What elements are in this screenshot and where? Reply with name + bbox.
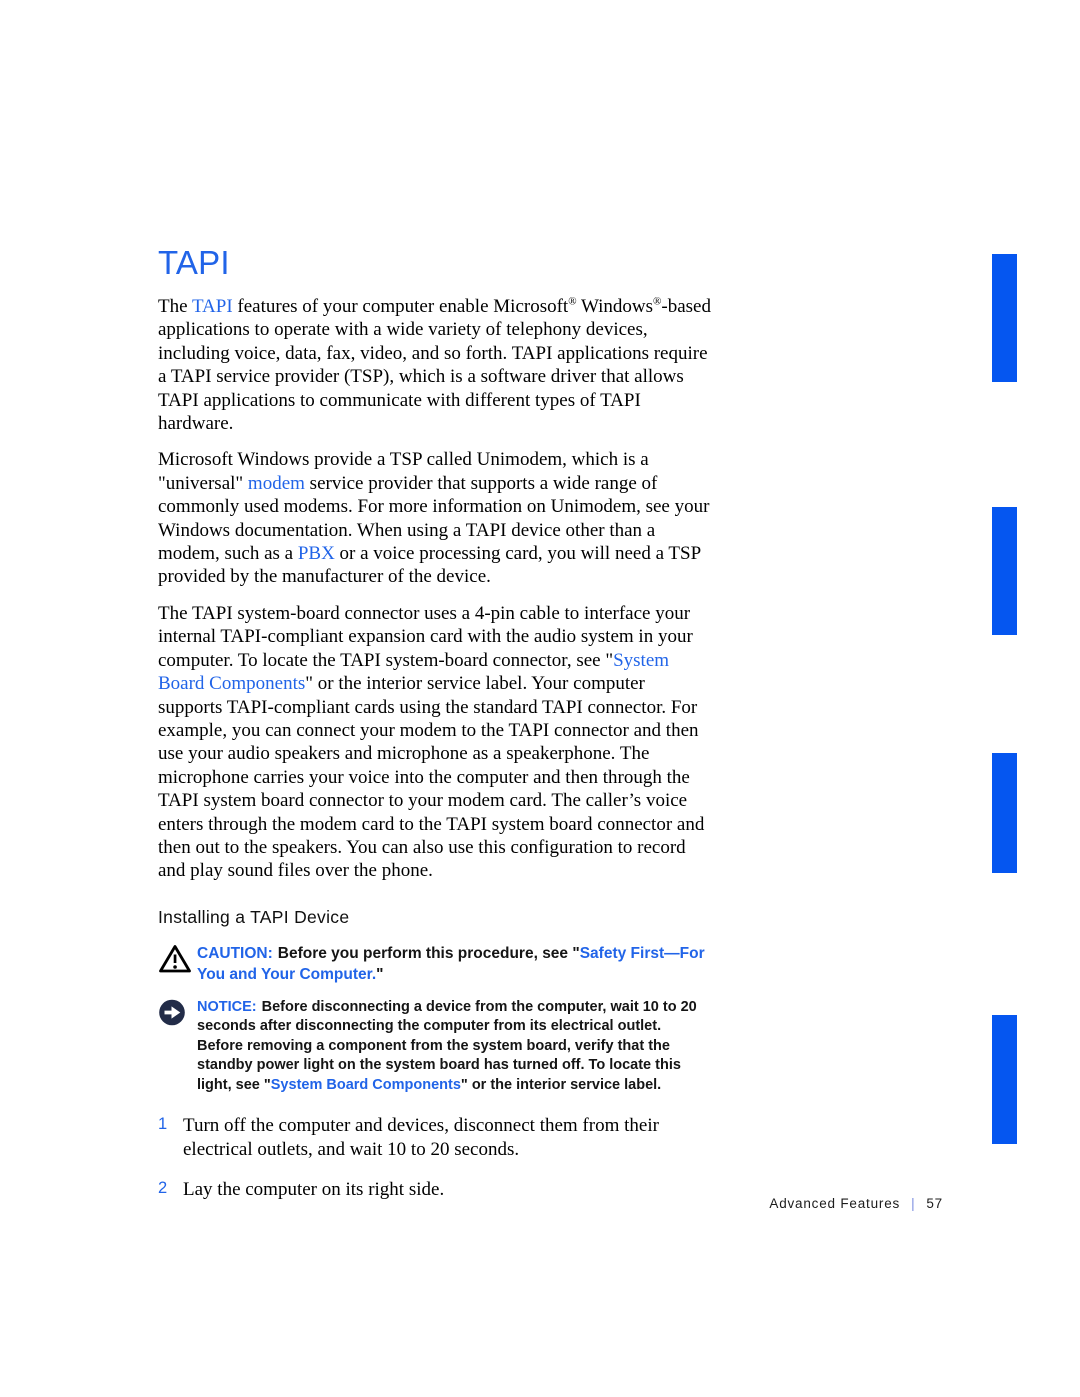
caution-block	[158, 943, 711, 985]
margin-accent-bar	[992, 254, 1017, 382]
page-footer	[769, 1196, 943, 1211]
margin-accent-bar	[992, 1015, 1017, 1144]
footer-separator: |	[911, 1196, 916, 1211]
step-number: 2	[158, 1179, 168, 1198]
content-column	[158, 244, 711, 1218]
notice-arrow-icon	[158, 998, 197, 1032]
doc-link[interactable]: modem	[247, 472, 305, 494]
footer-section-title: Advanced Features	[769, 1196, 901, 1211]
step-text: Lay the computer on its right side.	[183, 1179, 445, 1201]
section-heading-installing-tapi-device: Installing a TAPI Device	[158, 906, 350, 927]
paragraph-unimodem: Microsoft Windows provide a TSP called Unimodem, which is a "universal" modem service provider that supports a wide range of commonly used modems. For more information on Unimodem, see your Windows documentation. When using a TAPI device other than a modem, such as a PBX or a voice processing card, you will need a TSP provided by the manufacturer of the device.	[158, 449, 710, 588]
doc-link[interactable]: System Board Components	[270, 1076, 461, 1093]
margin-accent-bar	[992, 753, 1017, 873]
notice-label: NOTICE:	[197, 998, 257, 1015]
doc-link[interactable]: TAPI	[191, 296, 233, 317]
caution-message: Before you perform this procedure, see "Safety First—For You and Your Computer."	[197, 944, 705, 983]
paragraph-tapi-intro: The TAPI features of your computer enable Microsoft® Windows®-based applications to operate with a wide variety of telephony devices, including voice, data, fax, video, and so forth. TAPI applications require a TAPI service provider (TSP), which is a software driver that allows TAPI applications to communicate with different types of TAPI hardware.	[158, 295, 711, 435]
margin-accent-bar	[992, 507, 1017, 635]
doc-link[interactable]: PBX	[297, 543, 335, 565]
footer-page-number: 57	[926, 1196, 943, 1211]
doc-link[interactable]: System Board Components	[158, 649, 670, 695]
caution-text	[197, 943, 711, 985]
registered-trademark-symbol: ®	[653, 295, 662, 308]
procedure-steps	[158, 1114, 711, 1201]
step-text: Turn off the computer and devices, disconnect them from their electrical outlets, and wait 10 to 20 seconds.	[183, 1115, 659, 1160]
step-item-2	[158, 1178, 711, 1201]
step-number: 1	[158, 1115, 168, 1134]
doc-link[interactable]: Safety First—For You and Your Computer.	[197, 944, 705, 983]
caution-label: CAUTION:	[197, 944, 273, 962]
page-title: TAPI	[158, 244, 230, 281]
warning-triangle-icon	[158, 943, 197, 979]
registered-trademark-symbol: ®	[568, 295, 577, 308]
notice-block	[158, 998, 711, 1096]
notice-message: Before disconnecting a device from the computer, wait 10 to 20 seconds after disconnecting the computer from its electrical outlet. Before removing a component from the system board, verify that the standby power light on the system board has turned off. To locate this light, see "System Board Components" or the interior service label.	[197, 998, 697, 1093]
paragraph-system-board-connector: The TAPI system-board connector uses a 4-pin cable to interface your internal TAPI-compliant expansion card with the audio system in your computer. To locate the TAPI system-board connector, see "System Board Components" or the interior service label. Your computer supports TAPI-compliant cards using the standard TAPI connector. For example, you can connect your modem to the TAPI connector and then use your audio speakers and microphone as a speakerphone. The microphone carries your voice into the computer and then through the TAPI system board connector to your modem card. The caller’s voice enters through the modem card to the TAPI system board connector and then out to the speakers. You can also use this configuration to record and play sound files over the phone.	[158, 602, 705, 882]
notice-text	[197, 998, 711, 1096]
step-item-1	[158, 1114, 711, 1161]
